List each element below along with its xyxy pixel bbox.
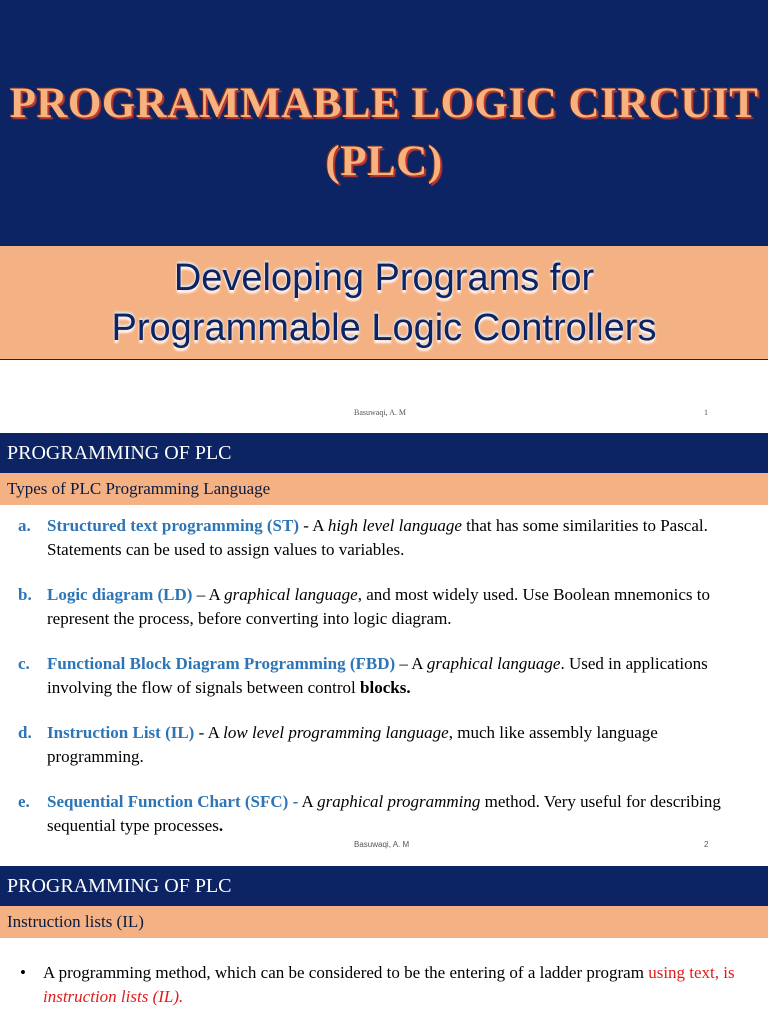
- bullet-text-body: [43, 961, 750, 1009]
- list-item-il: [18, 721, 738, 768]
- list-item-sep: A: [298, 792, 318, 811]
- list-item-body: [47, 790, 738, 837]
- list-item-body: [47, 514, 738, 561]
- list-item-term: Functional Block Diagram Programming (FBD): [47, 654, 396, 673]
- slide2-header: PROGRAMMING OF PLC: [0, 433, 768, 474]
- list-item-letter: e.: [18, 792, 30, 811]
- list-item-letter: a.: [18, 516, 31, 535]
- slide2-subheader: Types of PLC Programming Language: [0, 473, 768, 505]
- list-item-sfc: [18, 790, 738, 837]
- list-item-sep: - A: [194, 723, 224, 742]
- slide1-footer-author: Basuwaqi, A. M: [354, 408, 406, 417]
- list-item-sep: – A: [395, 654, 427, 673]
- list-item-bold-tail: blocks.: [360, 677, 411, 697]
- list-item-text: . Used in applications involving the flow of signals between control: [47, 654, 708, 697]
- list-item-emphasis: low level programming language: [223, 723, 449, 742]
- list-item-letter: b.: [18, 585, 32, 604]
- slide1-page-number: 1: [704, 408, 708, 417]
- list-item-text: that has some similarities to Pascal. Statements can be used to assign values to variables.: [47, 516, 708, 559]
- programming-language-list: [18, 514, 738, 859]
- slide2-page-number: 2: [704, 840, 709, 849]
- list-item-fbd: [18, 652, 738, 699]
- list-item-term: Logic diagram (LD): [47, 585, 193, 604]
- list-item-term: Sequential Function Chart (SFC) -: [47, 792, 299, 811]
- list-item-letter: d.: [18, 723, 32, 742]
- list-item-emphasis: graphical programming: [317, 792, 481, 811]
- list-item-emphasis: graphical language: [224, 585, 358, 604]
- bullet-icon: •: [20, 963, 26, 982]
- list-item-sep: - A: [299, 516, 328, 535]
- list-item-term: Instruction List (IL): [47, 723, 195, 742]
- slide2-footer-author: Basuwaqi, A. M: [354, 840, 410, 849]
- slide1-title-line-1: PROGRAMMABLE LOGIC CIRCUIT: [9, 80, 759, 127]
- list-item-sep: – A: [192, 585, 225, 604]
- list-item-letter: c.: [18, 654, 30, 673]
- list-item-term: Structured text programming (ST): [47, 516, 299, 535]
- slide1-title-line-2: (PLC): [325, 138, 443, 185]
- list-item-text: method. Very useful for describing sequential type processes: [47, 792, 721, 835]
- list-item-body: [47, 583, 738, 630]
- list-item-body: [47, 721, 738, 768]
- bullet-text: A programming method, which can be considered to be the entering of a ladder program: [43, 963, 649, 982]
- bullet-red-text: using text, is: [648, 963, 735, 982]
- slide1-subtitle-banner: [0, 246, 768, 360]
- list-item-text: , and most widely used. Use Boolean mnemonics to represent the process, before converting into logic diagram.: [47, 585, 710, 628]
- bullet-red-emphasis: instruction lists (IL).: [43, 987, 184, 1006]
- slide3-bullet-item: [20, 961, 750, 1009]
- slide3-subheader: Instruction lists (IL): [0, 906, 768, 938]
- slide3-header: PROGRAMMING OF PLC: [0, 866, 768, 907]
- list-item-body: [47, 652, 738, 699]
- list-item-text: , much like assembly language programming.: [47, 723, 658, 766]
- list-item-bold-tail: .: [218, 815, 224, 835]
- slide1-title-banner: [0, 0, 768, 246]
- list-item-emphasis: high level language: [327, 516, 462, 535]
- list-item-ld: [18, 583, 738, 630]
- list-item-emphasis: graphical language: [426, 654, 561, 673]
- list-item-st: [18, 514, 738, 561]
- slide1-subtitle-line-1: Developing Programs for: [173, 256, 595, 299]
- slide1-subtitle-line-2: Programmable Logic Controllers: [111, 306, 657, 349]
